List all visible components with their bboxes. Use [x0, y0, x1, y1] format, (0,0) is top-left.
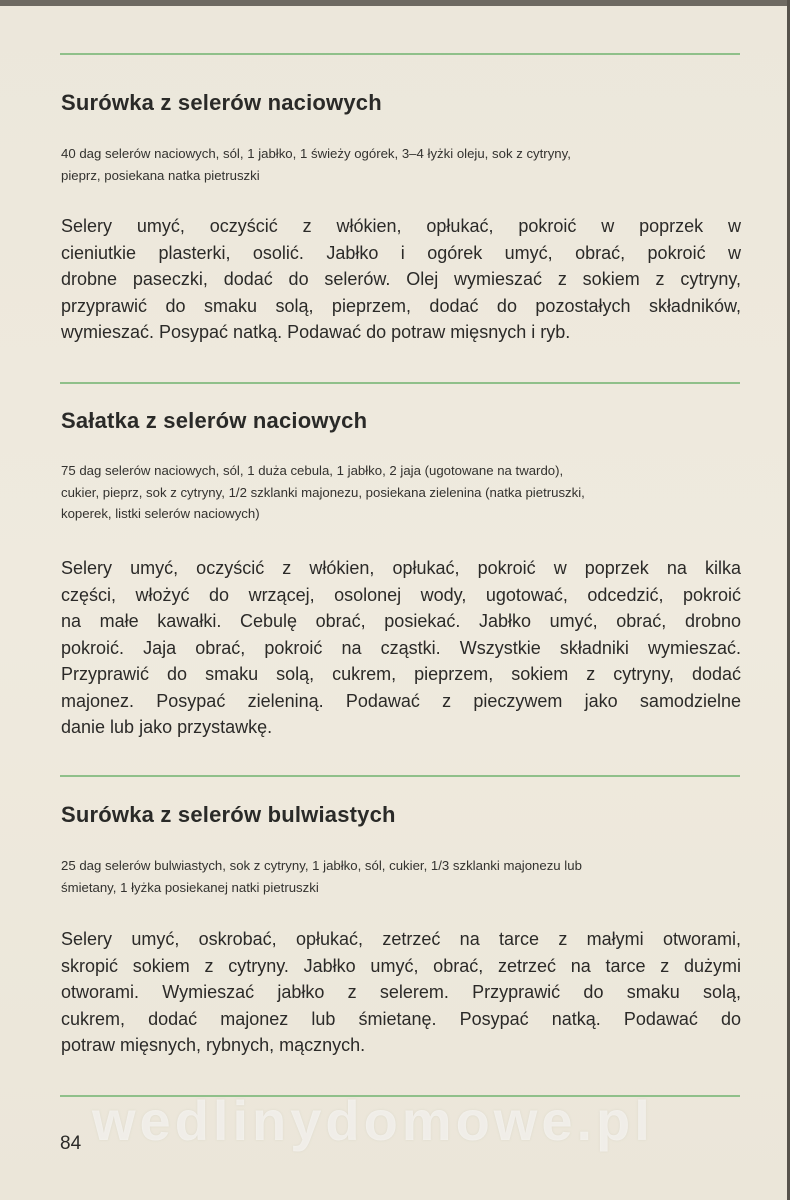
method-line: cukrem, dodać majonez lub śmietanę. Posypać natką. Podawać do — [61, 1008, 741, 1029]
ingredients-line: pieprz, posiekana natka pietruszki — [61, 167, 260, 183]
ingredients-line: cukier, pieprz, sok z cytryny, 1/2 szklanki majonezu, posiekana zielenina (natka pietruszki, — [61, 484, 585, 500]
method-line: danie lub jako przystawkę. — [61, 717, 273, 737]
method-line: Selery umyć, oczyścić z włókien, opłukać, pokroić w poprzek w — [61, 216, 741, 236]
ingredients-line: śmietany, 1 łyżka posiekanej natki pietruszki — [61, 879, 319, 895]
recipe-method — [61, 555, 741, 741]
ingredients-line: 25 dag selerów bulwiastych, sok z cytryny, 1 jabłko, sól, cukier, 1/3 szklanki majonezu lub — [61, 858, 582, 873]
ingredients-line: koperek, listki selerów naciowych) — [61, 506, 260, 521]
ingredients-line: 40 dag selerów naciowych, sól, 1 jabłko, 1 świeży ogórek, 3–4 łyżki oleju, sok z cytryny, — [61, 146, 571, 161]
watermark: wedlinydomowe.pl — [92, 1089, 654, 1152]
method-line: wymieszać. Posypać natką. Podawać do potraw mięsnych i ryb. — [61, 322, 571, 342]
section-divider — [60, 53, 740, 55]
recipe-ingredients — [61, 460, 751, 525]
method-line: drobne paseczki, dodać do selerów. Olej wymieszać z sokiem z cytryny, — [61, 269, 741, 289]
section-divider — [60, 382, 740, 384]
method-line: majonez. Posypać zieleniną. Podawać z pieczywem jako samodzielne — [61, 690, 741, 711]
method-line: Przyprawić do smaku solą, cukrem, pieprzem, sokiem z cytryny, dodać — [61, 664, 741, 684]
method-line: potraw mięsnych, rybnych, mącznych. — [61, 1035, 366, 1055]
ingredients-line: 75 dag selerów naciowych, sól, 1 duża cebula, 1 jabłko, 2 jaja (ugotowane na twardo), — [61, 463, 564, 478]
method-line: przyprawić do smaku solą, pieprzem, dodać do pozostałych składników, — [61, 295, 741, 316]
method-line: na małe kawałki. Cebulę obrać, posiekać. Jabłko umyć, obrać, drobno — [61, 611, 741, 631]
page-number: 84 — [60, 1133, 82, 1154]
method-line: skropić sokiem z cytryny. Jabłko umyć, obrać, zetrzeć na tarce z dużymi — [61, 955, 741, 976]
method-line: Selery umyć, oskrobać, opłukać, zetrzeć na tarce z małymi otworami, — [61, 929, 741, 949]
recipe-title: Sałatka z selerów naciowych — [61, 408, 368, 433]
method-line: otworami. Wymieszać jabłko z selerem. Przyprawić do smaku solą, — [61, 982, 741, 1002]
method-line: części, włożyć do wrzącej, osolonej wody, ugotować, odcedzić, pokroić — [61, 584, 741, 605]
page-top-edge — [0, 0, 790, 6]
recipe-title: Surówka z selerów naciowych — [61, 90, 382, 115]
method-line: cieniutkie plasterki, osolić. Jabłko i ogórek umyć, obrać, pokroić w — [61, 242, 741, 263]
recipe-method — [61, 213, 741, 346]
method-line: Selery umyć, oczyścić z włókien, opłukać, pokroić w poprzek na kilka — [61, 558, 741, 578]
recipe-ingredients — [61, 855, 751, 898]
recipe-method — [61, 926, 741, 1059]
section-divider — [60, 775, 740, 777]
method-line: pokroić. Jaja obrać, pokroić na cząstki. Wszystkie składniki wymieszać. — [61, 637, 741, 658]
recipe-title: Surówka z selerów bulwiastych — [61, 802, 396, 827]
recipe-ingredients — [61, 143, 751, 186]
